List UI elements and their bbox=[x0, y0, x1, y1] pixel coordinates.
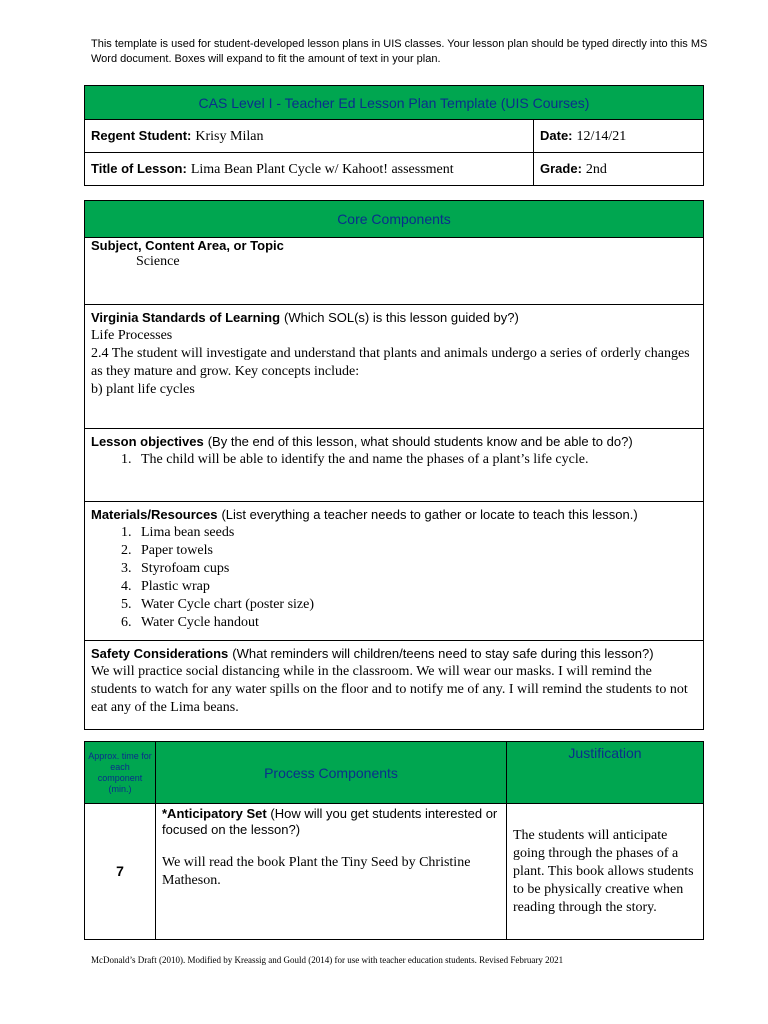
footer-lead: McDonald’s Draft bbox=[91, 955, 157, 965]
subject-cell bbox=[85, 238, 704, 305]
core-components-table bbox=[84, 200, 704, 730]
subject-value: Science bbox=[136, 254, 180, 269]
sol-hint: (Which SOL(s) is this lesson guided by?) bbox=[284, 310, 519, 325]
lesson-title-value: Lima Bean Plant Cycle w/ Kahoot! assessment bbox=[190, 162, 454, 177]
safety-text: We will practice social distancing while in the classroom. We will wear our masks. I will remind the students to watch for any water spills on the floor and to notify me of any. I will remind the students to not eat any of the Lima beans. bbox=[91, 664, 688, 715]
objectives-label: Lesson objectives bbox=[91, 434, 204, 449]
student-value: Krisy Milan bbox=[195, 129, 264, 144]
safety-label: Safety Considerations bbox=[91, 646, 229, 661]
core-components-header: Core Components bbox=[85, 201, 704, 238]
material-item: 3. Styrofoam cups bbox=[135, 560, 697, 578]
student-label: Regent Student: bbox=[91, 128, 192, 143]
subject-label: Subject, Content Area, or Topic bbox=[91, 238, 284, 253]
date-label: Date: bbox=[540, 128, 573, 143]
anticipatory-set-label: *Anticipatory Set bbox=[162, 806, 267, 821]
grade-value: 2nd bbox=[585, 162, 607, 177]
justification-text: The students will anticipate going through the phases of a plant. This book allows students to be physically creative when reading through the story. bbox=[513, 827, 694, 915]
process-time-cell bbox=[85, 804, 156, 940]
process-components-table bbox=[84, 741, 704, 940]
grade-cell bbox=[534, 153, 704, 186]
anticipatory-set-text: We will read the book Plant the Tiny Seed by Christine Matheson. bbox=[162, 855, 471, 888]
time-header: Approx. time for each component (min.) bbox=[85, 742, 156, 804]
sol-line: b) plant life cycles bbox=[91, 382, 195, 397]
sol-label: Virginia Standards of Learning bbox=[91, 310, 281, 325]
material-item: 1. Lima bean seeds bbox=[135, 524, 697, 542]
material-item: 2. Paper towels bbox=[135, 542, 697, 560]
date-value: 12/14/21 bbox=[576, 129, 627, 144]
anticipatory-set-hint: (How will you get students interested or focused on the lesson?) bbox=[162, 806, 498, 837]
header-table bbox=[84, 85, 704, 186]
process-row bbox=[85, 804, 704, 940]
footer bbox=[91, 955, 563, 965]
form-title: CAS Level I - Teacher Ed Lesson Plan Template (UIS Courses) bbox=[85, 86, 704, 120]
material-item: 5. Water Cycle chart (poster size) bbox=[135, 596, 697, 614]
safety-cell bbox=[85, 641, 704, 730]
sol-line: Life Processes bbox=[91, 328, 173, 343]
process-time: 7 bbox=[116, 862, 124, 879]
objectives-cell bbox=[85, 429, 704, 502]
student-cell bbox=[85, 120, 534, 153]
justification-header: Justification bbox=[507, 742, 704, 804]
grade-label: Grade: bbox=[540, 161, 582, 176]
process-components-header: Process Components bbox=[156, 742, 507, 804]
process-component-cell bbox=[156, 804, 507, 940]
materials-cell bbox=[85, 502, 704, 641]
justification-cell bbox=[507, 804, 704, 940]
footer-text: (2010). Modified by Kreassig and Gould (2014) for use with teacher education students. Revised February 2021 bbox=[156, 955, 564, 965]
safety-hint: (What reminders will children/teens need to stay safe during this lesson?) bbox=[232, 646, 654, 661]
material-item: 6. Water Cycle handout bbox=[135, 614, 697, 632]
intro-text: This template is used for student-developed lesson plans in UIS classes. Your lesson plan should be typed directly into this MS Word document. Boxes will expand to fit the amount of text in your plan. bbox=[91, 38, 708, 65]
objectives-hint: (By the end of this lesson, what should students know and be able to do?) bbox=[207, 434, 633, 449]
objective-item: 1. The child will be able to identify the and name the phases of a plant’s life cycle. bbox=[135, 451, 697, 469]
objectives-list bbox=[91, 451, 697, 469]
sol-line: 2.4 The student will investigate and understand that plants and animals undergo a series of orderly changes as they mature and grow. Key concepts include: bbox=[91, 346, 690, 379]
materials-label: Materials/Resources bbox=[91, 507, 218, 522]
sol-cell bbox=[85, 305, 704, 429]
materials-hint: (List everything a teacher needs to gather or locate to teach this lesson.) bbox=[221, 507, 638, 522]
date-cell bbox=[534, 120, 704, 153]
lesson-title-label: Title of Lesson: bbox=[91, 161, 187, 176]
material-item: 4. Plastic wrap bbox=[135, 578, 697, 596]
materials-list bbox=[91, 524, 697, 632]
lesson-title-cell bbox=[85, 153, 534, 186]
